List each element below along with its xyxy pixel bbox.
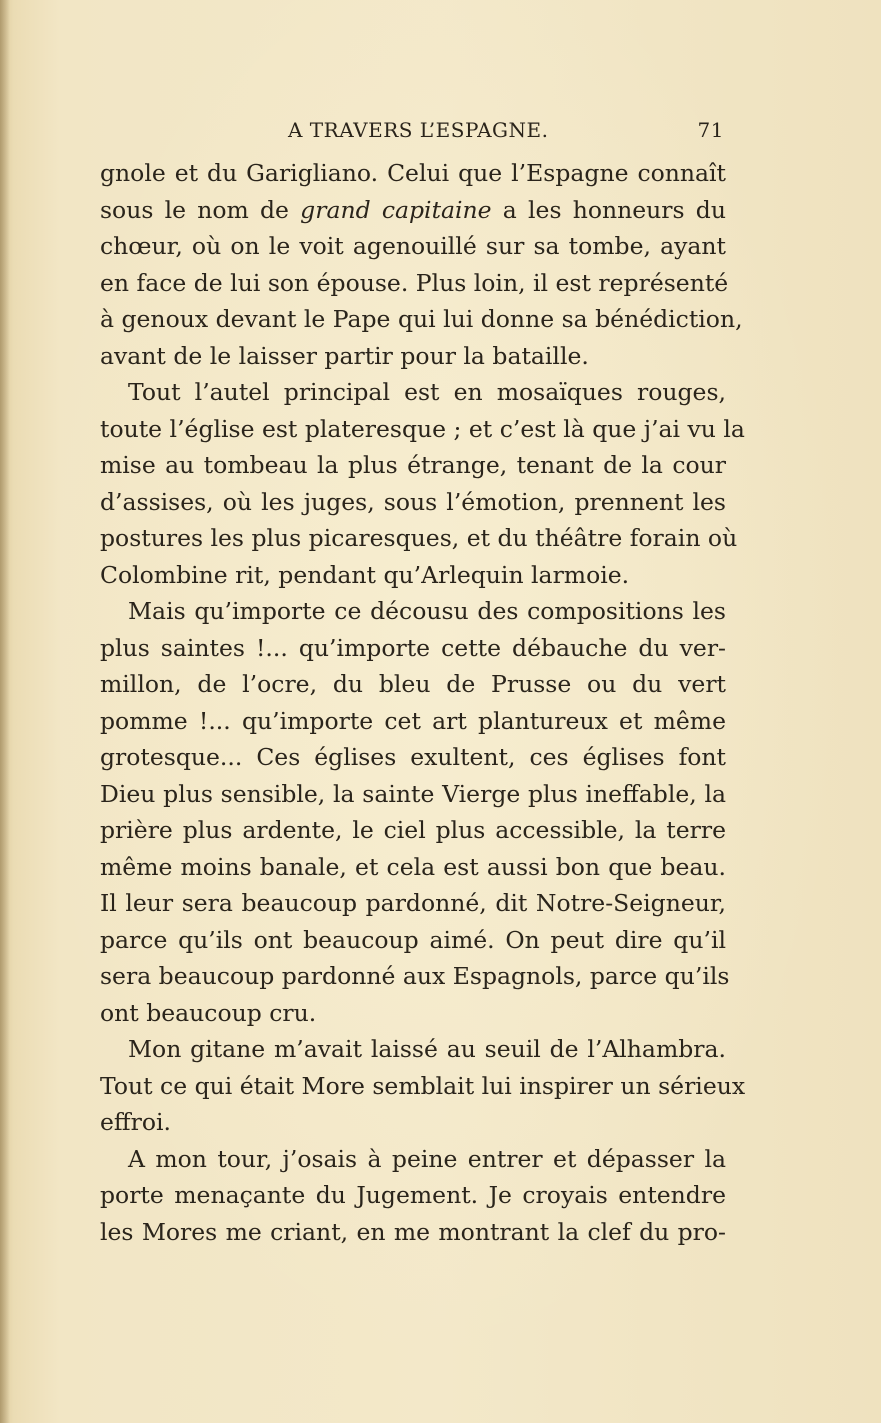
page-number: 71 (697, 118, 724, 142)
text-line: Dieu plus sensible, la sainte Vierge plus ineffable, la (100, 779, 726, 808)
text-segment: a les honneurs du (491, 195, 726, 224)
text-line: effroi. (100, 1108, 171, 1136)
text-line: pomme !... qu’importe cet art plantureux et même (100, 706, 726, 735)
text-line: porte menaçante du Jugement. Je croyais entendre (100, 1181, 726, 1209)
text-line: prière plus ardente, le ciel plus accessible, la terre (100, 816, 726, 844)
text-line: parce qu’ils ont beaucoup aimé. On peut dire qu’il (100, 925, 726, 954)
text-line: gnole et du Garigliano. Celui que l’Espagne connaît (100, 159, 726, 187)
paragraph-first-line: A mon tour, j’osais à peine entrer et dépasser la (128, 1144, 726, 1173)
text-line: même moins banale, et cela est aussi bon que beau. (100, 852, 726, 881)
emphasized-text: grand capitaine (300, 195, 492, 224)
text-line: d’assises, où les juges, sous l’émotion, prennent les (100, 487, 726, 516)
running-title: A TRAVERS L’ESPAGNE. (288, 118, 549, 142)
page-edge-shadow (0, 0, 10, 1423)
text-line: en face de lui son épouse. Plus loin, il est représenté (100, 268, 729, 297)
paragraph-first-line: Mon gitane m’avait laissé au seuil de l’Alhambra. (128, 1035, 726, 1063)
text-line: ont beaucoup cru. (100, 998, 317, 1027)
text-line: Tout ce qui était More semblait lui inspirer un sérieux (100, 1071, 746, 1100)
text-line: postures les plus picaresques, et du théâtre forain où (100, 524, 738, 552)
running-head (100, 118, 726, 148)
text-line: toute l’église est plateresque ; et c’est là que j’ai vu la (100, 414, 745, 443)
text-line: sera beaucoup pardonné aux Espagnols, parce qu’ils (100, 962, 730, 990)
text-line: les Mores me criant, en me montrant la clef du pro- (100, 1217, 726, 1246)
text-line: plus saintes !... qu’importe cette débauche du ver- (100, 633, 726, 662)
text-segment: sous le nom de (100, 195, 301, 224)
text-line: mise au tombeau la plus étrange, tenant de la cour (100, 451, 726, 479)
text-line: millon, de l’ocre, du bleu de Prusse ou du vert (100, 670, 726, 698)
text-line: Il leur sera beaucoup pardonné, dit Notre-Seigneur, (100, 889, 726, 917)
text-line: à genoux devant le Pape qui lui donne sa bénédiction, (100, 305, 743, 333)
paragraph-first-line: Mais qu’importe ce décousu des compositions les (128, 597, 726, 625)
text-line: chœur, où on le voit agenouillé sur sa tombe, ayant (100, 232, 726, 260)
paragraph-first-line: Tout l’autel principal est en mosaïques rouges, (128, 378, 726, 406)
text-line (100, 192, 726, 229)
text-line: Colombine rit, pendant qu’Arlequin larmoie. (100, 560, 630, 589)
text-line: grotesque... Ces églises exultent, ces églises font (100, 743, 726, 771)
body-text (100, 155, 746, 1250)
text-line: avant de le laisser partir pour la bataille. (100, 341, 589, 370)
